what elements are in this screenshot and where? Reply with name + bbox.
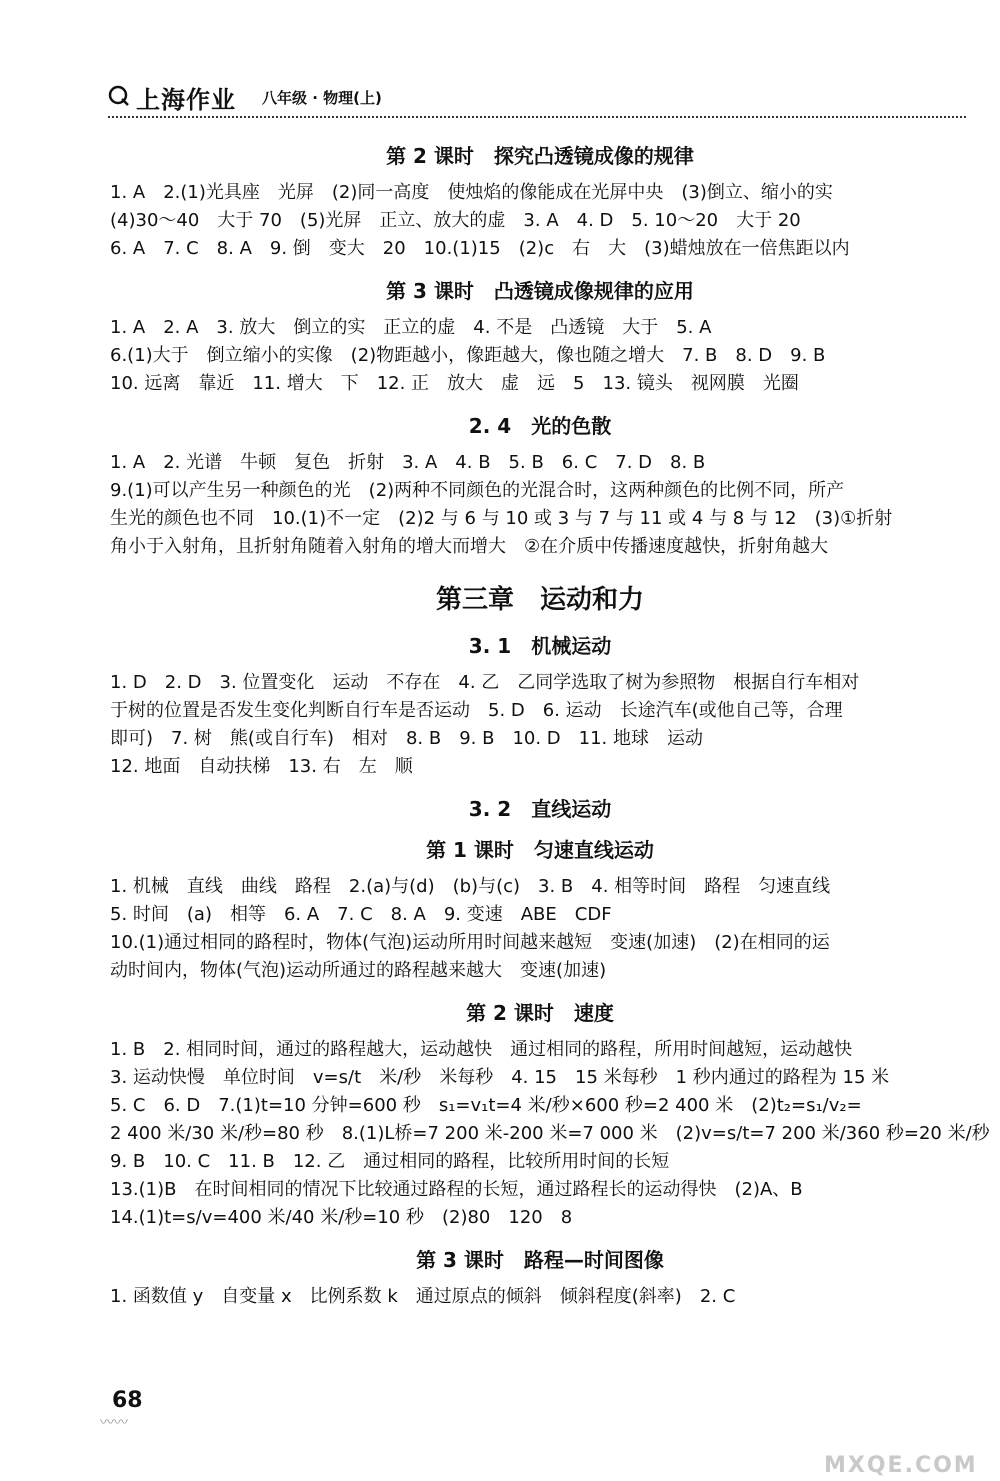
answer-line: 2 400 米/30 米/秒=80 秒 8.(1)L桥=7 200 米-200 米=7 000 米 (2)v=s/t=7 200 米/360 秒=20 米/秒 <box>110 1123 990 1144</box>
book-subtitle: 八年级 · 物理(上) <box>262 89 382 107</box>
answer-line: 角小于入射角，且折射角随着入射角的增大而增大 ②在介质中传播速度越快，折射角越大 <box>110 536 829 557</box>
answer-line: 6. A 7. C 8. A 9. 倒 变大 20 10.(1)15 (2)c 右 大 (3)蜡烛放在一倍焦距以内 <box>110 238 850 259</box>
answer-line: 1. A 2. 光谱 牛顿 复色 折射 3. A 4. B 5. B 6. C 7. D 8. B <box>110 452 706 473</box>
section-heading: 第 1 课时 匀速直线运动 <box>426 838 654 862</box>
answer-line: (4)30～40 大于 70 (5)光屏 正立、放大的虚 3. A 4. D 5. 10～20 大于 20 <box>110 210 801 231</box>
answer-line: 动时间内，物体(气泡)运动所通过的路程越来越大 变速(加速) <box>110 960 607 981</box>
answer-line: 6.(1)大于 倒立缩小的实像 (2)物距越小，像距越大，像也随之增大 7. B 8. D 9. B <box>110 345 826 366</box>
section-heading: 第三章 运动和力 <box>435 585 644 615</box>
answer-line: 生光的颜色也不同 10.(1)不一定 (2)2 与 6 与 10 或 3 与 7 与 11 或 4 与 8 与 12 (3)①折射 <box>110 508 893 529</box>
section-heading: 2. 4 光的色散 <box>468 414 612 438</box>
section-heading: 3. 2 直线运动 <box>468 797 612 821</box>
answer-line: 1. A 2. A 3. 放大 倒立的实 正立的虚 4. 不是 凸透镜 大于 5. A <box>110 317 712 338</box>
answer-line: 1. D 2. D 3. 位置变化 运动 不存在 4. 乙 乙同学选取了树为参照物 根据自行车相对 <box>110 672 860 693</box>
section-heading: 第 2 课时 探究凸透镜成像的规律 <box>386 144 694 168</box>
answer-line: 9.(1)可以产生另一种颜色的光 (2)两种不同颜色的光混合时，这两种颜色的比例不同，所产 <box>110 480 845 501</box>
answer-line: 9. B 10. C 11. B 12. 乙 通过相同的路程，比较所用时间的长短 <box>110 1151 670 1172</box>
section-heading: 第 3 课时 凸透镜成像规律的应用 <box>386 279 694 303</box>
answer-line: 13.(1)B 在时间相同的情况下比较通过路程的长短，通过路程长的运动得快 (2)A、B <box>110 1179 803 1200</box>
header-divider <box>108 116 966 118</box>
brand-title: 上海作业 <box>136 86 236 114</box>
answer-line: 14.(1)t=s/v=400 米/40 米/秒=10 秒 (2)80 120 8 <box>110 1207 573 1228</box>
answer-line: 5. 时间 (a) 相等 6. A 7. C 8. A 9. 变速 ABE CDF <box>110 904 612 925</box>
section-heading: 第 2 课时 速度 <box>466 1001 614 1025</box>
answer-line: 1. B 2. 相同时间，通过的路程越大，运动越快 通过相同的路程，所用时间越短，运动越快 <box>110 1039 853 1060</box>
answer-line: 10.(1)通过相同的路程时，物体(气泡)运动所用时间越来越短 变速(加速) (2)在相同的运 <box>110 932 830 953</box>
answer-line: 于树的位置是否发生变化判断自行车是否运动 5. D 6. 运动 长途汽车(或他自己等，合理 <box>110 700 843 721</box>
answer-line: 1. 函数值 y 自变量 x 比例系数 k 通过原点的倾斜 倾斜程度(斜率) 2. C <box>110 1286 736 1307</box>
page-header <box>108 80 968 116</box>
footer-decoration-icon: 〰〰 <box>100 1415 128 1431</box>
watermark-logo <box>824 1408 978 1478</box>
answer-line: 3. 运动快慢 单位时间 v=s/t 米/秒 米每秒 4. 15 15 米每秒 1 秒内通过的路程为 15 米 <box>110 1067 890 1088</box>
answer-line: 10. 远离 靠近 11. 增大 下 12. 正 放大 虚 远 5 13. 镜头 视网膜 光圈 <box>110 373 799 394</box>
answer-line: 12. 地面 自动扶梯 13. 右 左 顺 <box>110 756 413 777</box>
watermark-text: MXQE.COM <box>824 1453 978 1478</box>
answer-line: 即可) 7. 树 熊(或自行车) 相对 8. B 9. B 10. D 11. 地球 运动 <box>110 728 704 749</box>
section-heading: 第 3 课时 路程—时间图像 <box>416 1248 664 1272</box>
logo-icon <box>108 84 130 106</box>
answer-content <box>110 128 990 1311</box>
answer-line: 1. A 2.(1)光具座 光屏 (2)同一高度 使烛焰的像能成在光屏中央 (3)倒立、缩小的实 <box>110 182 833 203</box>
page-number: 68 <box>112 1388 143 1413</box>
answer-line: 1. 机械 直线 曲线 路程 2.(a)与(d) (b)与(c) 3. B 4. 相等时间 路程 匀速直线 <box>110 876 831 897</box>
answer-line: 5. C 6. D 7.(1)t=10 分钟=600 秒 s₁=v₁t=4 米/秒×600 秒=2 400 米 (2)t₂=s₁/v₂= <box>110 1095 862 1116</box>
section-heading: 3. 1 机械运动 <box>468 634 612 658</box>
